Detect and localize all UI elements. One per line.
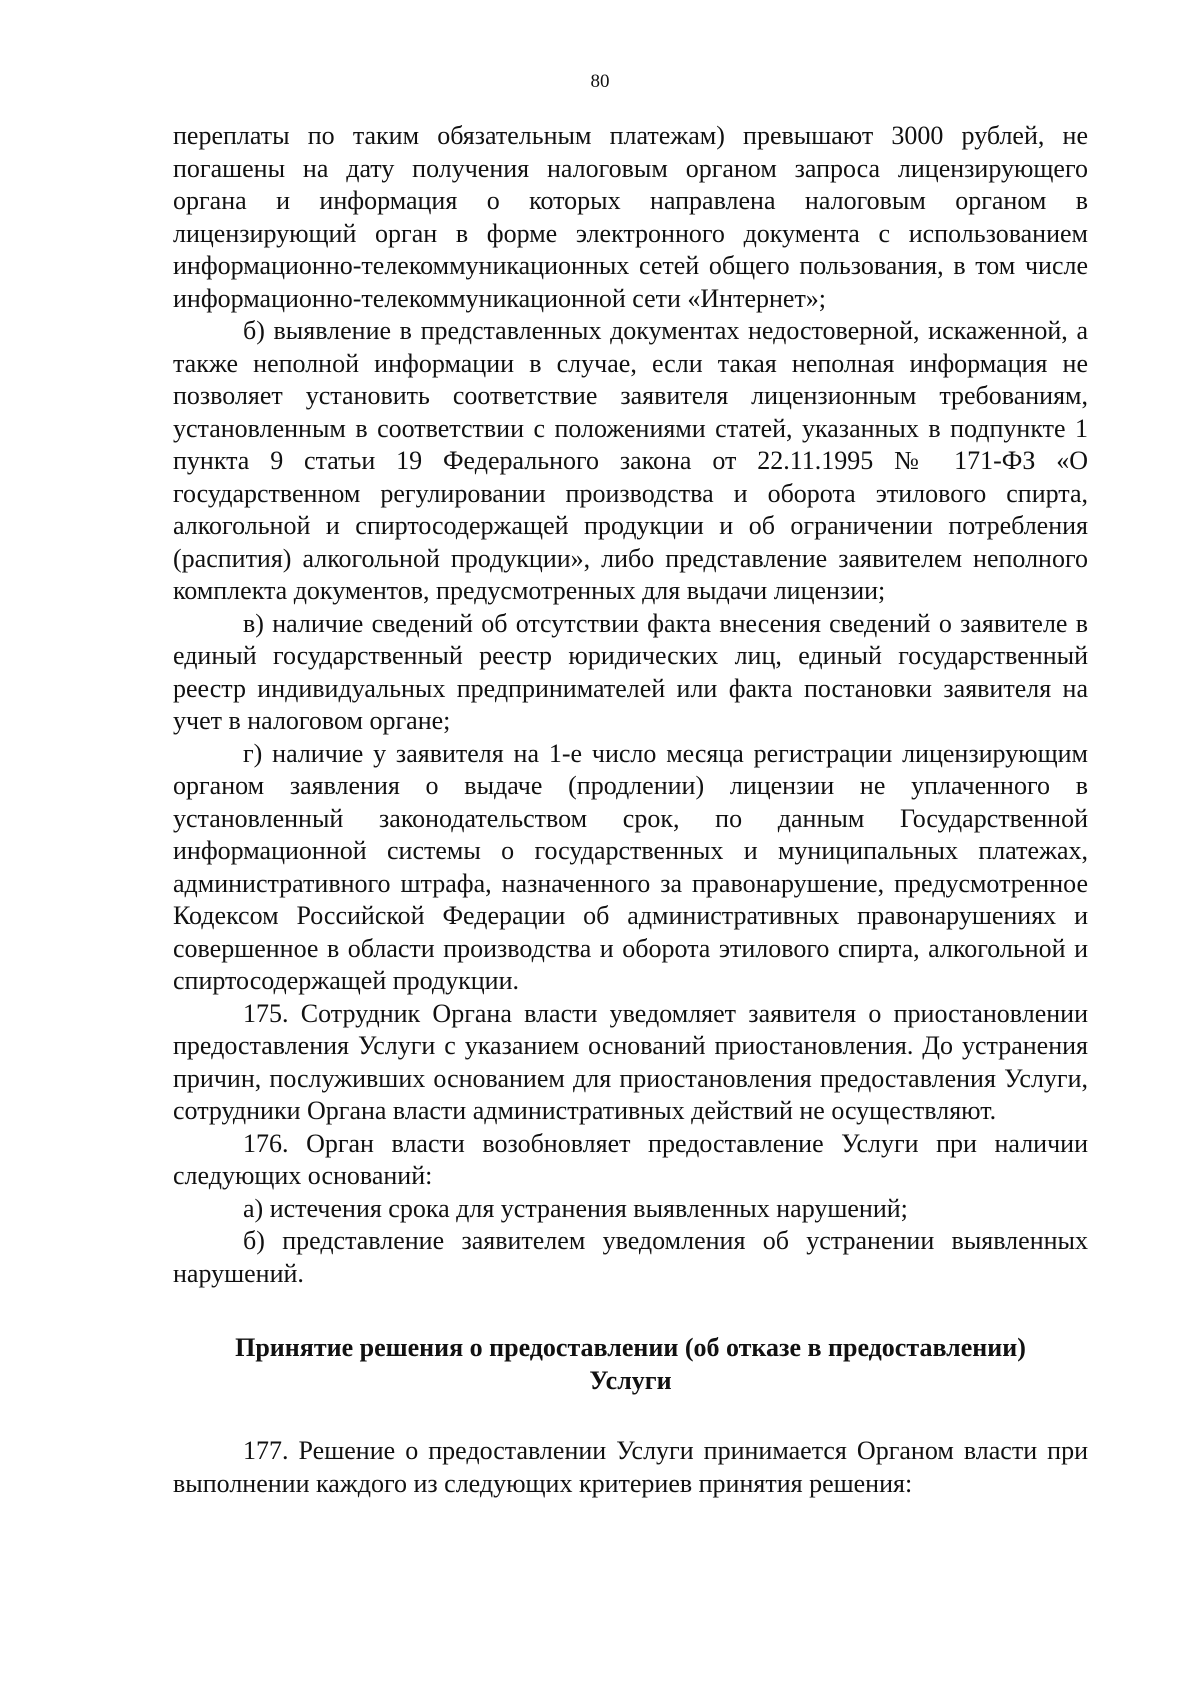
page-number: 80 — [590, 71, 610, 92]
paragraph-176-item-a: а) истечения срока для устранения выявленных нарушений; — [243, 1193, 908, 1223]
paragraph-item-g: г) наличие у заявителя на 1-е число месяца регистрации лицензирующим органом заявления о выдаче (продлении) лицензии не уплаченного в установленный законодательством срок, по данным Государственной информационной системы о государственных и муниципальных платежах, административного штрафа, назначенного за правонарушение, предусмотренное Кодексом Российской Федерации об административных правонарушениях и совершенное в области производства и оборота этилового спирта, алкогольной и спиртосодержащей продукции. — [173, 738, 1088, 995]
paragraph-176: 176. Орган власти возобновляет предоставление Услуги при наличии следующих оснований: — [173, 1128, 1088, 1190]
paragraph-item-b: б) выявление в представленных документах недостоверной, искаженной, а также неполной информации в случае, если такая неполная информация не позволяет установить соответствие заявителя лицензионным требованиям, установленным в соответствии с положениями статей, указанных в подпункте 1 пункта 9 статьи 19 Федерального закона от 22.11.1995 № 171-ФЗ «О государственном регулировании производства и оборота этилового спирта, алкогольной и спиртосодержащей продукции и об ограничении потребления (распития) алкогольной продукции», либо представление заявителем неполного комплекта документов, предусмотренных для выдачи лицензии; — [173, 316, 1088, 605]
paragraph-177: 177. Решение о предоставлении Услуги принимается Органом власти при выполнении каждого из следующих критериев принятия решения: — [173, 1436, 1088, 1498]
paragraph-continuation: переплаты по таким обязательным платежам) превышают 3000 рублей, не погашены на дату получения налоговым органом запроса лицензирующего органа и информация о которых направлена налоговым органом в лицензирующий орган в форме электронного документа с использованием информационно-телекоммуникационных сетей общего пользования, в том числе информационно-телекоммуникационной сети «Интернет»; — [173, 121, 1088, 313]
section-heading-line-2: Услуги — [589, 1365, 672, 1395]
paragraph-175: 175. Сотрудник Органа власти уведомляет заявителя о приостановлении предоставления Услуги с указанием оснований приостановления. До устранения причин, послуживших основанием для приостановления предоставления Услуги, сотрудники Органа власти административных действий не осуществляют. — [173, 998, 1088, 1125]
section-heading — [173, 1332, 1088, 1397]
paragraph-176-item-b: б) представление заявителем уведомления об устранении выявленных нарушений. — [173, 1226, 1088, 1288]
document-body — [173, 120, 1088, 1500]
section-heading-line-1: Принятие решения о предоставлении (об отказе в предоставлении) — [235, 1333, 1026, 1362]
paragraph-item-v: в) наличие сведений об отсутствии факта внесения сведений о заявителе в единый государственный реестр юридических лиц, единый государственный реестр индивидуальных предпринимателей или факта постановки заявителя на учет в налоговом органе; — [173, 608, 1088, 735]
